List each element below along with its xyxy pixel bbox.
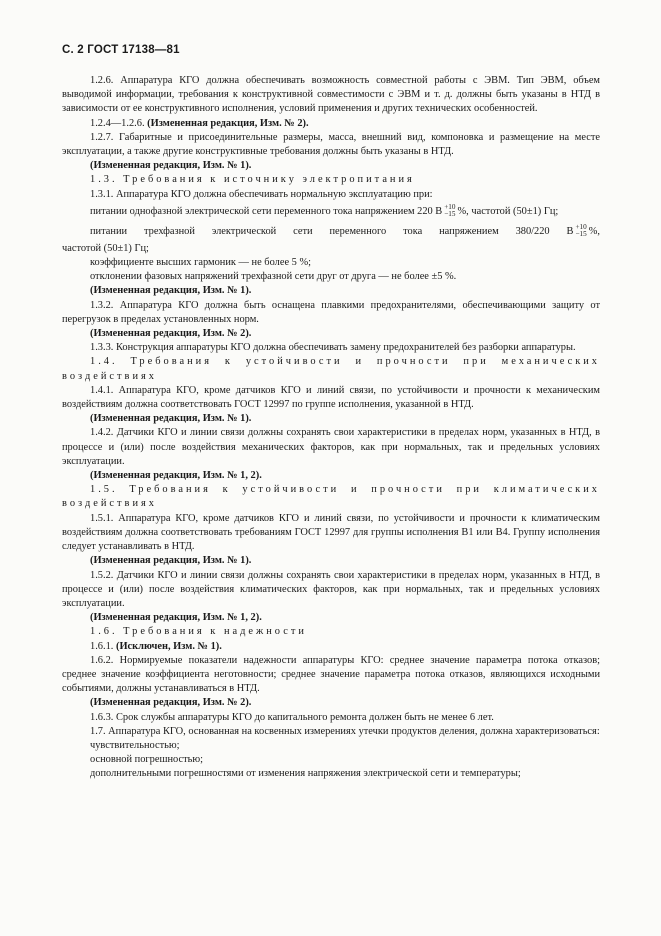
clause-1-6-2: 1.6.2. Нормируемые показатели надежности аппаратуры КГО: среднее значение параметра потока отказов; среднее значение коэффициента неготовности; среднее значение параметра потока отказов, являющихся исходными событиями, должны устанавливаться в НТД. [62,654,600,695]
phase-deviation: отклонении фазовых напряжений трехфазной сети друг от друга — не более ±5 %. [90,271,457,283]
document-body [62,74,600,782]
tolerance-lower: −15 [444,210,456,219]
clause-number: 1.2.4—1.2.6. [90,117,145,129]
clause-1-4-2: 1.4.2. Датчики КГО и линии связи должны сохранять свои характеристики в пределах норм, указанных в НТД, в процессе и (или) после воздействия механических факторов, как при нормальных, так и предельных условиях эксплуатации. [62,427,600,467]
section-heading-climatic: 1.5. Требования к устойчивости и прочности при климатических воздействиях [62,484,600,510]
amendment-note: (Измененная редакция, Изм. № 1). [90,555,252,567]
amendment-note: (Измененная редакция, Изм. № 1). [90,160,252,172]
clause-1-6-1 [62,640,600,654]
amendment-note: (Измененная редакция, Изм. № 2). [90,697,252,709]
section-heading-reliability: 1.6. Требования к надежности [90,626,307,638]
text: питании трехфазной электрической сети переменного тока напряжением 380/220 В [90,225,574,237]
three-phase-supply [62,222,600,242]
clause-1-6-3: 1.6.3. Срок службы аппаратуры КГО до капитального ремонта должен быть не менее 6 лет. [90,711,494,723]
section-heading-power: 1.3. Требования к источнику электропитания [90,174,415,186]
tolerance-fraction [575,224,586,239]
amendment-note: (Измененная редакция, Изм. № 2). [90,328,252,340]
list-item: дополнительными погрешностями от изменения напряжения электрической сети и температуры; [90,768,521,780]
tolerance-upper: +10 [444,202,456,211]
tolerance-fraction [444,204,455,219]
frequency-line: частотой (50±1) Гц; [62,242,149,254]
text: %, частотой (50±1) Гц; [457,205,559,217]
amendment-note: (Измененная редакция, Изм. № 1, 2). [90,470,262,482]
clause-1-4-1: 1.4.1. Аппаратура КГО, кроме датчиков КГО и линий связи, по устойчивости и прочности к механическим воздействиям должна соответствовать ГОСТ 12997 по группе исполнения, указанной в НТД. [62,384,600,411]
clause-1-3-2: 1.3.2. Аппаратура КГО должна быть оснащена плавкими предохранителями, обеспечивающими защиту от перегрузок в пределах установленных норм. [62,299,600,325]
harmonics: коэффициенте высших гармоник — не более 5 %; [90,257,311,269]
clause-1-2-4-amendment [62,117,600,131]
clause-1-2-7: 1.2.7. Габаритные и присоединительные размеры, масса, внешний вид, компоновка и размещение на месте эксплуатации, а также другие конструктивные требования должны быть указаны в НТД. [62,131,600,158]
text: питании однофазной электрической сети переменного тока напряжением 220 В [90,205,443,217]
amendment-note: (Измененная редакция, Изм. № 2). [147,117,309,129]
section-heading-mechanical: 1.4. Требования к устойчивости и прочности при механических воздействиях [62,356,600,382]
clause-1-2-6: 1.2.6. Аппаратура КГО должна обеспечивать возможность совместной работы с ЭВМ. Тип ЭВМ, объем выводимой информации, требования к конструктивной совместимости с ЭВМ и т. д. должны быть указаны в НТД в зависимости от ее конструктивного исполнения, условий применения и других технических особенностей. [62,75,600,115]
clause-1-7: 1.7. Аппаратура КГО, основанная на косвенных измерениях утечки продуктов деления, должна характеризоваться: [90,725,600,737]
amendment-note: (Измененная редакция, Изм. № 1). [90,413,252,425]
tolerance-upper: +10 [575,222,587,231]
page-header: С. 2 ГОСТ 17138—81 [62,44,180,56]
clause-1-3-1: 1.3.1. Аппаратура КГО должна обеспечивать нормальную эксплуатацию при: [90,188,433,200]
clause-1-5-1: 1.5.1. Аппаратура КГО, кроме датчиков КГО и линий связи, по устойчивости и прочности к климатическим воздействиям должна соответствовать требованиям ГОСТ 12997 для группы исполнения В1 или В4. Группу исполнения следует устанавливать в НТД. [62,512,600,553]
list-item: основной погрешностью; [90,754,204,766]
amendment-note: (Измененная редакция, Изм. № 1, 2). [90,612,262,624]
clause-number: 1.6.1. [90,640,114,652]
clause-1-3-3: 1.3.3. Конструкция аппаратуры КГО должна обеспечивать замену предохранителей без разборки аппаратуры. [90,342,576,354]
excluded-note: (Исключен, Изм. № 1). [116,640,222,652]
single-phase-supply [62,202,600,222]
clause-1-5-2: 1.5.2. Датчики КГО и линии связи должны сохранять свои характеристики в пределах норм, указанных в НТД, в процессе и (или) после воздействия климатических факторов, как при нормальных, так и предельных условиях эксплуатации. [62,569,600,609]
tolerance-lower: −15 [575,230,587,239]
amendment-note: (Измененная редакция, Изм. № 1). [90,285,252,297]
text: %, [588,225,600,237]
list-item: чувствительностью; [90,739,180,751]
